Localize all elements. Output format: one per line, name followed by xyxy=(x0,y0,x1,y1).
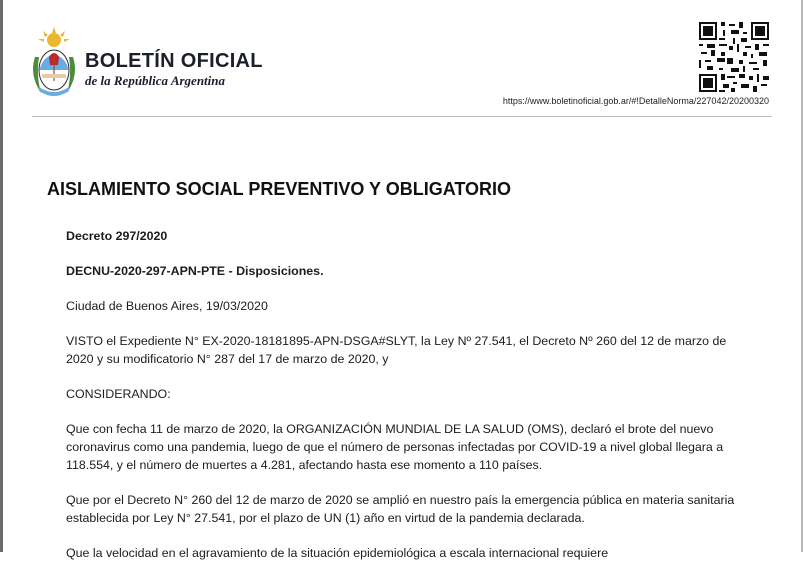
paragraph: Que con fecha 11 de marzo de 2020, la ORGANIZACIÓN MUNDIAL DE LA SALUD (OMS), declaró el brote del nuevo coronavirus como una pandemia, luego de que el número de personas infectadas por COVID-19 a nivel global llegara a 118.554, y el número de muertes a 4.281, afectando hasta ese momento a 110 países. xyxy=(66,422,724,472)
decree-code: DECNU-2020-297-APN-PTE - Disposiciones. xyxy=(66,264,324,278)
document-url[interactable]: https://www.boletinoficial.gob.ar/#!DetalleNorma/227042/20200320 xyxy=(502,96,769,106)
paragraph: Que por el Decreto N° 260 del 12 de marzo de 2020 se amplió en nuestro país la emergencia pública en materia sanitaria establecida por Ley N° 27.541, por el plazo de UN (1) año en virtud de la pandemia declarada. xyxy=(66,493,735,525)
considerando-heading: CONSIDERANDO: xyxy=(66,387,171,401)
sun-rays xyxy=(38,27,70,47)
coat-of-arms-logo xyxy=(27,27,81,99)
city-date: Ciudad de Buenos Aires, 19/03/2020 xyxy=(66,299,268,313)
document-header xyxy=(0,0,803,118)
qr-code-icon xyxy=(699,22,769,92)
brand-title: BOLETÍN OFICIAL xyxy=(85,50,263,72)
paragraph: Que la velocidad en el agravamiento de la situación epidemiológica a escala internacional requiere xyxy=(66,546,609,560)
document-body xyxy=(66,227,756,562)
brand-subtitle: de la República Argentina xyxy=(85,73,225,88)
decree-number: Decreto 297/2020 xyxy=(66,229,168,243)
visto-paragraph: VISTO el Expediente N° EX-2020-18181895-APN-DSGA#SLYT, la Ley Nº 27.541, el Decreto Nº 260 del 12 de marzo de 2020 y su modificatorio N° 287 del 17 de marzo de 2020, y xyxy=(66,334,727,366)
header-divider xyxy=(32,116,772,117)
hands xyxy=(42,74,66,78)
document-title: AISLAMIENTO SOCIAL PREVENTIVO Y OBLIGATORIO xyxy=(47,179,512,199)
